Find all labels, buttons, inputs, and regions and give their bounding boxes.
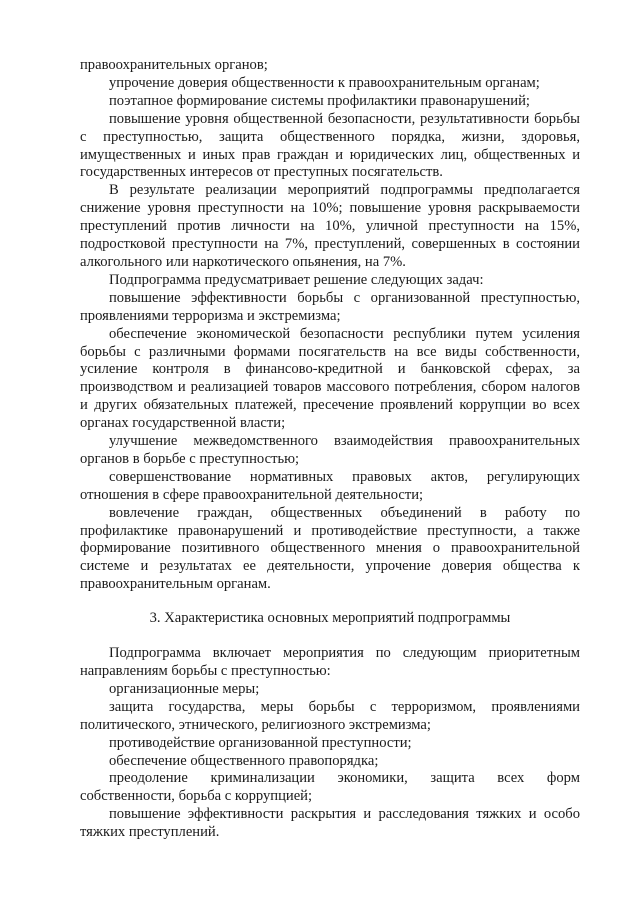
paragraph-measures-intro: Подпрограмма включает мероприятия по следующим приоритетным направлениям борьбы с преступностью:	[80, 645, 580, 679]
paragraph-task-economic-security: обеспечение экономической безопасности республики путем усиления борьбы с различными формами посягательств на все виды собственности, усиление контроля в финансово-кредитной и банковской сферах, за производством и реализацией товаров массового потребления, сбором налогов и других обязательных платежей, пресечение проявлений коррупции во всех органах государственной власти;	[80, 325, 580, 432]
paragraph-task-regulations: совершенствование нормативных правовых актов, регулирующих отношения в сфере правоохранительной деятельности;	[80, 468, 580, 503]
paragraph-public-trust: упрочение доверия общественности к правоохранительным органам;	[109, 74, 540, 91]
paragraph-tasks-intro: Подпрограмма предусматривает решение следующих задач:	[109, 271, 484, 288]
paragraph-prevention-system: поэтапное формирование системы профилактики правонарушений;	[109, 92, 530, 109]
section-heading: 3. Характеристика основных мероприятий подпрограммы	[149, 610, 511, 627]
paragraph-task-interagency: улучшение межведомственного взаимодействия правоохранительных органов в борьбе с преступностью;	[80, 433, 580, 467]
paragraph-organizational-measures: организационные меры;	[109, 680, 260, 697]
paragraph-task-organized-crime: повышение эффективности борьбы с организованной преступностью, проявлениями терроризма и экстремизма;	[80, 289, 580, 324]
paragraph-task-citizen-involvement: вовлечение граждан, общественных объединений в работу по профилактике правонарушений и противодействие преступности, а также формирование позитивного общественного мнения о правоохранительной системе и результатах ее деятельности, упрочение доверия общества к правоохранительным органам.	[80, 504, 580, 593]
document-body	[80, 57, 580, 842]
paragraph-law-enforcement-bodies: правоохранительных органов;	[80, 57, 268, 73]
paragraph-economy-criminalization: преодоление криминализации экономики, защита всех форм собственности, борьба с коррупцией;	[80, 770, 580, 805]
paragraph-public-safety: повышение уровня общественной безопасности, результативности борьбы с преступностью, защита общественного порядка, жизни, здоровья, имущественных и иных прав граждан и юридических лиц, общественных и государственных интересов от преступных посягательств.	[80, 110, 580, 181]
paragraph-counter-organized-crime: противодействие организованной преступности;	[109, 734, 412, 751]
paragraph-public-order: обеспечение общественного правопорядка;	[109, 752, 379, 769]
paragraph-serious-crimes: повышение эффективности раскрытия и расследования тяжких и особо тяжких преступлений.	[80, 806, 580, 841]
paragraph-state-protection: защита государства, меры борьбы с терроризмом, проявлениями политического, этнического, религиозного экстремизма;	[80, 698, 580, 733]
paragraph-expected-results: В результате реализации мероприятий подпрограммы предполагается снижение уровня преступности на 10%; повышение уровня раскрываемости преступлений против личности на 10%, уличной преступности на 15%, подростковой преступности на 7%, преступлений, совершенных в состоянии алкогольного или наркотического опьянения, на 7%.	[80, 182, 580, 270]
